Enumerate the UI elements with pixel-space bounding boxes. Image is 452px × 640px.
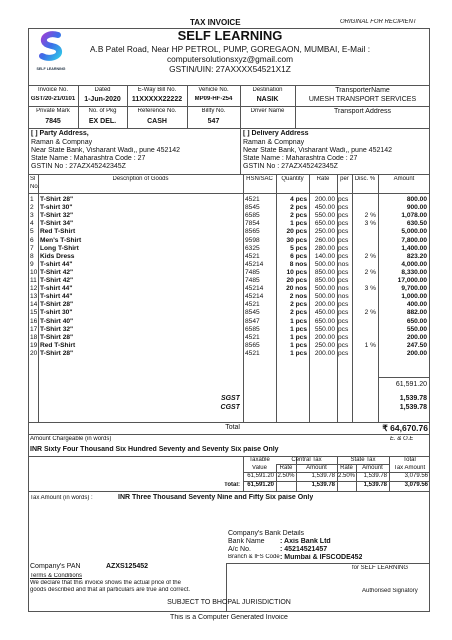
table-row bbox=[0, 204, 452, 212]
row-desc: T-Shirt 28" bbox=[40, 196, 74, 203]
table-row bbox=[0, 350, 452, 358]
amount-words-label: Amount Chargeable (in words) bbox=[30, 436, 112, 442]
row-sl: 8 bbox=[30, 252, 34, 260]
cgst-label: CGST bbox=[220, 404, 240, 411]
row-rate: 250.00 bbox=[314, 228, 335, 236]
bilty-label: Billty No. bbox=[201, 108, 226, 114]
row-rate: 450.00 bbox=[314, 204, 335, 212]
row-per: pcs bbox=[338, 317, 349, 325]
row-hsn: 4521 bbox=[245, 349, 260, 357]
bank-name: : Axis Bank Ltd bbox=[280, 538, 331, 545]
row-desc: Men's T-Shirt bbox=[40, 236, 82, 244]
row-hsn: 9598 bbox=[245, 236, 260, 244]
row-amount: 8,330.00 bbox=[401, 268, 427, 276]
row-amount: 900.00 bbox=[406, 204, 427, 212]
amount-words: INR Sixty Four Thousand Six Hundred Seventy and Seventy Six paise Only bbox=[30, 446, 279, 453]
row-rate: 260.00 bbox=[314, 236, 335, 244]
row-amount: 200.00 bbox=[406, 333, 427, 341]
bank-acc-label: A/c No. bbox=[228, 546, 251, 553]
row-amount: 823.20 bbox=[406, 252, 427, 260]
table-row bbox=[0, 309, 452, 317]
eway-label: E-Way Bill No. bbox=[137, 87, 177, 93]
row-per: pcs bbox=[338, 252, 349, 260]
tax-row-value: 61,591.20 bbox=[247, 473, 274, 479]
col-no: No. bbox=[30, 184, 40, 190]
table-row bbox=[0, 237, 452, 245]
table-row bbox=[0, 318, 452, 326]
table-row bbox=[0, 253, 452, 261]
logo-text: SELF LEARNING bbox=[36, 67, 66, 71]
row-hsn: 45214 bbox=[245, 293, 264, 301]
row-rate: 500.00 bbox=[314, 285, 335, 293]
row-qty: 1 pcs bbox=[290, 325, 307, 333]
row-desc: Long T-Shirt bbox=[40, 244, 79, 252]
row-desc: T-Shirt 28" bbox=[40, 333, 74, 341]
company-email: computersolutionsxyz@gmail.com bbox=[166, 54, 293, 64]
central-amount-label: Amount bbox=[306, 465, 327, 471]
row-sl: 17 bbox=[30, 325, 38, 333]
pkg: EX DEL. bbox=[88, 118, 117, 125]
col-sl: Sl bbox=[30, 176, 36, 182]
row-desc: T-shirt 44" bbox=[40, 260, 73, 268]
party-title: [ ] Party Address, bbox=[31, 130, 89, 137]
private-mark: 7845 bbox=[45, 118, 61, 125]
row-sl: 1 bbox=[30, 196, 34, 203]
row-sl: 4 bbox=[30, 220, 34, 228]
row-per: pcs bbox=[338, 244, 349, 252]
row-qty: 1 pcs bbox=[290, 341, 307, 349]
row-desc: T-Shirt 42" bbox=[40, 268, 74, 276]
party-state: State Name : Maharashtra Code : 27 bbox=[31, 155, 146, 162]
tax-total-camt: 1,539.78 bbox=[311, 482, 335, 488]
tax-row-samt: 1,539.78 bbox=[363, 473, 387, 479]
row-per: pcs bbox=[338, 204, 349, 212]
authorised-signatory: Authorised Signatory bbox=[362, 588, 418, 594]
row-per: nos bbox=[338, 293, 349, 301]
row-amount: 17,000.00 bbox=[397, 277, 427, 284]
table-row bbox=[0, 245, 452, 253]
row-sl: 20 bbox=[30, 349, 38, 357]
table-row bbox=[0, 212, 452, 220]
row-rate: 200.00 bbox=[314, 333, 335, 341]
row-per: nos bbox=[338, 285, 349, 293]
transporter-name: UMESH TRANSPORT SERVICES bbox=[308, 96, 417, 103]
bank-ifsc-label: Branch & IFS Code bbox=[228, 554, 280, 560]
grand-total: ₹ 64,670.76 bbox=[382, 423, 428, 433]
sgst-amount: 1,539.78 bbox=[399, 395, 427, 402]
tax-amount-label: Tax Amount bbox=[393, 465, 426, 471]
total-label: Total bbox=[225, 424, 240, 431]
row-desc: Red T-Shirt bbox=[40, 341, 76, 349]
row-amount: 800.00 bbox=[406, 196, 427, 203]
reference: CASH bbox=[147, 118, 167, 125]
row-desc: T-Shirt 34" bbox=[40, 220, 74, 228]
row-rate: 850.00 bbox=[314, 277, 335, 284]
declaration-line-1: We declare that this invoice shows the actual price of the bbox=[30, 580, 181, 586]
row-per: pcs bbox=[338, 236, 349, 244]
row-sl: 19 bbox=[30, 341, 38, 349]
transporter-label: TransporterName bbox=[335, 87, 390, 94]
row-qty: 6 pcs bbox=[290, 252, 307, 260]
row-disc: 1 % bbox=[364, 341, 376, 349]
row-disc: 2 % bbox=[364, 252, 376, 260]
destination-label: Destination bbox=[252, 87, 283, 93]
row-qty: 8 nos bbox=[289, 260, 307, 268]
row-qty: 1 pcs bbox=[290, 349, 307, 357]
row-sl: 13 bbox=[30, 293, 38, 301]
state-amount-label: Amount bbox=[362, 465, 383, 471]
row-hsn: 6585 bbox=[245, 212, 260, 220]
row-sl: 15 bbox=[30, 309, 38, 317]
logo-s-icon bbox=[34, 30, 68, 62]
row-qty: 20 pcs bbox=[286, 228, 307, 236]
row-rate: 450.00 bbox=[314, 309, 335, 317]
row-amount: 630.50 bbox=[406, 220, 427, 228]
row-qty: 20 nos bbox=[286, 285, 307, 293]
row-desc: T-shirt 30" bbox=[40, 309, 73, 317]
state-tax-label: State Tax bbox=[350, 457, 376, 463]
row-qty: 20 pcs bbox=[286, 277, 307, 284]
tax-row-total: 3,079.56 bbox=[404, 473, 428, 479]
row-per: pcs bbox=[338, 333, 349, 341]
row-amount: 4,000.00 bbox=[401, 260, 427, 268]
row-amount: 882.00 bbox=[406, 309, 427, 317]
delivery-state: State Name : Maharashtra Code : 27 bbox=[243, 155, 358, 162]
row-desc: Kids Dress bbox=[40, 252, 75, 260]
party-gstin: GSTIN No : 27AZX45242345Z bbox=[31, 163, 126, 170]
row-per: pcs bbox=[338, 228, 349, 236]
col-per: per bbox=[340, 176, 349, 182]
tax-total-total: 3,079.56 bbox=[404, 482, 428, 488]
bilty: 547 bbox=[207, 118, 220, 125]
row-per: pcs bbox=[338, 196, 349, 203]
row-amount: 1,078.00 bbox=[401, 212, 427, 220]
row-amount: 400.00 bbox=[406, 301, 427, 309]
tax-words: INR Three Thousand Seventy Nine and Fifty Six paise Only bbox=[118, 494, 314, 501]
company-name: SELF LEARNING bbox=[177, 29, 283, 43]
col-quantity: Quantity bbox=[281, 176, 304, 182]
cgst-amount: 1,539.78 bbox=[399, 404, 427, 411]
row-rate: 500.00 bbox=[314, 293, 335, 301]
sgst-label: SGST bbox=[220, 395, 240, 402]
row-desc: T-shirt 44" bbox=[40, 285, 73, 293]
subtotal: 61,591.20 bbox=[395, 381, 427, 388]
row-hsn: 4521 bbox=[245, 333, 260, 341]
row-amount: 247.50 bbox=[406, 341, 427, 349]
row-rate: 650.00 bbox=[314, 317, 335, 325]
company-logo bbox=[34, 30, 68, 70]
tax-words-label: Tax Amount (in words) : bbox=[30, 495, 93, 501]
row-qty: 1 pcs bbox=[290, 220, 307, 228]
row-rate: 550.00 bbox=[314, 325, 335, 333]
col-rate: Rate bbox=[316, 176, 330, 182]
taxable-label: Taxable bbox=[249, 457, 270, 463]
vehicle-label: Vehicle No. bbox=[198, 87, 229, 93]
row-per: pcs bbox=[338, 301, 349, 309]
row-desc: T-Shirt 28" bbox=[40, 349, 74, 357]
row-disc: 2 % bbox=[364, 268, 376, 276]
row-hsn: 45214 bbox=[245, 260, 264, 268]
tax-total-label: Total: bbox=[224, 482, 240, 488]
transport-address-label: Transport Address bbox=[334, 108, 391, 115]
table-row bbox=[0, 261, 452, 269]
table-row bbox=[0, 334, 452, 342]
row-per: pcs bbox=[338, 341, 349, 349]
eway-no: 11XXXXX22222 bbox=[131, 96, 183, 103]
bank-ifsc: : Mumbai & IFSCODE452 bbox=[280, 554, 363, 561]
row-hsn: 6325 bbox=[245, 244, 260, 252]
value-label: Value bbox=[252, 465, 267, 471]
row-sl: 2 bbox=[30, 204, 34, 212]
delivery-title: [ ] Delivery Address bbox=[243, 130, 309, 137]
row-rate: 200.00 bbox=[314, 196, 335, 203]
row-hsn: 8545 bbox=[245, 309, 260, 317]
row-sl: 10 bbox=[30, 268, 38, 276]
company-address: A.B Patel Road, Near HP PETROL, PUMP, GOREGAON, MUMBAI, E-Mail : bbox=[89, 44, 371, 54]
table-row bbox=[0, 277, 452, 285]
row-rate: 250.00 bbox=[314, 341, 335, 349]
table-row bbox=[0, 326, 452, 334]
dated: 1-Jun-2020 bbox=[84, 96, 121, 103]
row-qty: 10 pcs bbox=[286, 268, 307, 276]
row-qty: 1 pcs bbox=[290, 333, 307, 341]
row-hsn: 4521 bbox=[245, 196, 260, 203]
row-sl: 5 bbox=[30, 228, 34, 236]
row-desc: T-Shirt 28" bbox=[40, 301, 74, 309]
row-desc: T-Shirt 32" bbox=[40, 212, 74, 220]
row-hsn: 6585 bbox=[245, 325, 260, 333]
col-description: Description of Goods bbox=[112, 176, 169, 182]
row-rate: 140.00 bbox=[314, 252, 335, 260]
row-qty: 1 pcs bbox=[290, 317, 307, 325]
row-per: pcs bbox=[338, 309, 349, 317]
tax-row-camt: 1,539.78 bbox=[311, 473, 335, 479]
row-hsn: 45214 bbox=[245, 285, 264, 293]
copy-label: ORIGINAL FOR RECIPIENT bbox=[340, 19, 417, 25]
row-qty: 2 nos bbox=[289, 293, 307, 301]
state-rate-label: Rate bbox=[340, 465, 353, 471]
row-amount: 650.00 bbox=[406, 317, 427, 325]
pkg-label: No. of Pkg bbox=[88, 108, 117, 114]
row-amount: 5,000.00 bbox=[401, 228, 427, 236]
row-qty: 2 pcs bbox=[290, 309, 307, 317]
party-name: Raman & Compnay bbox=[31, 139, 93, 146]
terms-label: Terms & Conditions bbox=[30, 573, 83, 579]
row-disc: 3 % bbox=[364, 285, 376, 293]
row-rate: 850.00 bbox=[314, 268, 335, 276]
row-hsn: 4521 bbox=[245, 252, 260, 260]
delivery-address: Near State Bank, Visharant Wadi,, pune 452142 bbox=[243, 147, 393, 154]
destination: NASIK bbox=[256, 96, 279, 103]
bank-name-label: Bank Name bbox=[228, 538, 265, 545]
table-row bbox=[0, 301, 452, 309]
row-rate: 550.00 bbox=[314, 212, 335, 220]
eoe-label: E. & O.E bbox=[390, 436, 414, 442]
row-per: pcs bbox=[338, 268, 349, 276]
row-hsn: 8545 bbox=[245, 204, 260, 212]
party-address: Near State Bank, Visharant Wadi,, pune 452142 bbox=[31, 147, 181, 154]
row-qty: 2 pcs bbox=[290, 204, 307, 212]
pan-label: Company's PAN bbox=[30, 563, 81, 570]
row-desc: T-shirt 44" bbox=[40, 293, 73, 301]
row-per: nos bbox=[338, 260, 349, 268]
row-desc: T-Shirt 32" bbox=[40, 325, 74, 333]
row-rate: 200.00 bbox=[314, 349, 335, 357]
row-per: pcs bbox=[338, 277, 349, 284]
row-qty: 2 pcs bbox=[290, 301, 307, 309]
table-row bbox=[0, 228, 452, 236]
row-per: pcs bbox=[338, 220, 349, 228]
row-hsn: 7485 bbox=[245, 268, 260, 276]
invoice-no: GST/20-21/0101 bbox=[30, 96, 76, 102]
row-sl: 6 bbox=[30, 236, 34, 244]
row-qty: 2 pcs bbox=[290, 212, 307, 220]
col-amount: Amount bbox=[393, 176, 415, 182]
row-amount: 1,000.00 bbox=[401, 293, 427, 301]
row-disc: 3 % bbox=[364, 220, 376, 228]
row-hsn: 7485 bbox=[245, 277, 260, 284]
tax-total-samt: 1,539.78 bbox=[363, 482, 387, 488]
row-per: pcs bbox=[338, 349, 349, 357]
col-hsn: HSN/SAC bbox=[246, 176, 273, 182]
row-hsn: 4521 bbox=[245, 301, 260, 309]
row-rate: 500.00 bbox=[314, 260, 335, 268]
row-qty: 30 pcs bbox=[286, 236, 307, 244]
row-hsn: 8565 bbox=[245, 341, 260, 349]
row-hsn: 8547 bbox=[245, 317, 260, 325]
pan: AZXS125452 bbox=[106, 563, 149, 570]
row-desc: T-Shirt 40" bbox=[40, 317, 74, 325]
row-sl: 16 bbox=[30, 317, 38, 325]
row-amount: 9,700.00 bbox=[401, 285, 427, 293]
row-sl: 3 bbox=[30, 212, 34, 220]
row-sl: 12 bbox=[30, 285, 38, 293]
company-gstin: GSTIN/UIN: 27AXXXX54521X1Z bbox=[169, 64, 291, 74]
row-rate: 280.00 bbox=[314, 244, 335, 252]
central-tax-label: Central Tax bbox=[291, 457, 322, 463]
row-sl: 7 bbox=[30, 244, 34, 252]
row-desc: Red T-Shirt bbox=[40, 228, 76, 236]
row-sl: 14 bbox=[30, 301, 38, 309]
row-qty: 5 pcs bbox=[290, 244, 307, 252]
declaration-line-2: goods described and that all particulars are true and correct. bbox=[30, 587, 191, 593]
tax-row-srate: 2.50% bbox=[337, 473, 355, 479]
table-row bbox=[0, 196, 452, 204]
table-row bbox=[0, 269, 452, 277]
doc-type: TAX INVOICE bbox=[190, 18, 241, 27]
row-amount: 200.00 bbox=[406, 349, 427, 357]
row-sl: 18 bbox=[30, 333, 38, 341]
dated-label: Dated bbox=[94, 87, 111, 93]
table-row bbox=[0, 293, 452, 301]
central-rate-label: Rate bbox=[279, 465, 293, 471]
bank-acc: : 45214521457 bbox=[280, 546, 328, 553]
table-row bbox=[0, 342, 452, 350]
row-qty: 4 pcs bbox=[290, 196, 307, 203]
invoice-no-label: Invoice No. bbox=[37, 87, 68, 93]
row-disc: 2 % bbox=[364, 212, 376, 220]
table-row bbox=[0, 285, 452, 293]
delivery-name: Raman & Compnay bbox=[243, 139, 305, 146]
row-per: pcs bbox=[338, 212, 349, 220]
row-rate: 200.00 bbox=[314, 301, 335, 309]
row-amount: 1,400.00 bbox=[401, 244, 427, 252]
row-rate: 650.00 bbox=[314, 220, 335, 228]
row-hsn: 8565 bbox=[245, 228, 260, 236]
tax-total-value: 61,591.20 bbox=[247, 482, 274, 488]
for-company: for SELF LEARNING bbox=[352, 565, 409, 571]
jurisdiction: SUBJECT TO BHOPAL JURISDICTION bbox=[167, 599, 291, 606]
row-desc: T-Shirt 42" bbox=[40, 277, 74, 284]
total-tax-label: Total bbox=[403, 457, 416, 463]
row-sl: 9 bbox=[30, 260, 34, 268]
row-amount: 7,800.00 bbox=[401, 236, 427, 244]
row-desc: T-shirt 30" bbox=[40, 204, 73, 212]
row-sl: 11 bbox=[30, 277, 37, 284]
row-amount: 550.00 bbox=[406, 325, 427, 333]
table-row bbox=[0, 220, 452, 228]
col-disc: Disc. % bbox=[354, 176, 376, 182]
private-mark-label: Private Mark bbox=[36, 108, 70, 114]
tax-row-crate: 2.50% bbox=[277, 473, 295, 479]
delivery-gstin: GSTIN No : 27AZX45242345Z bbox=[243, 163, 338, 170]
vehicle-no: MP09-HF-254 bbox=[194, 96, 233, 102]
reference-label: Reference No. bbox=[137, 108, 177, 114]
row-per: pcs bbox=[338, 325, 349, 333]
bank-title: Company's Bank Details bbox=[228, 530, 305, 537]
computer-generated-note: This is a Computer Generated Invoice bbox=[170, 614, 288, 621]
driver-label: Driver Name bbox=[250, 108, 285, 114]
row-disc: 2 % bbox=[364, 309, 376, 317]
row-hsn: 7854 bbox=[245, 220, 260, 228]
